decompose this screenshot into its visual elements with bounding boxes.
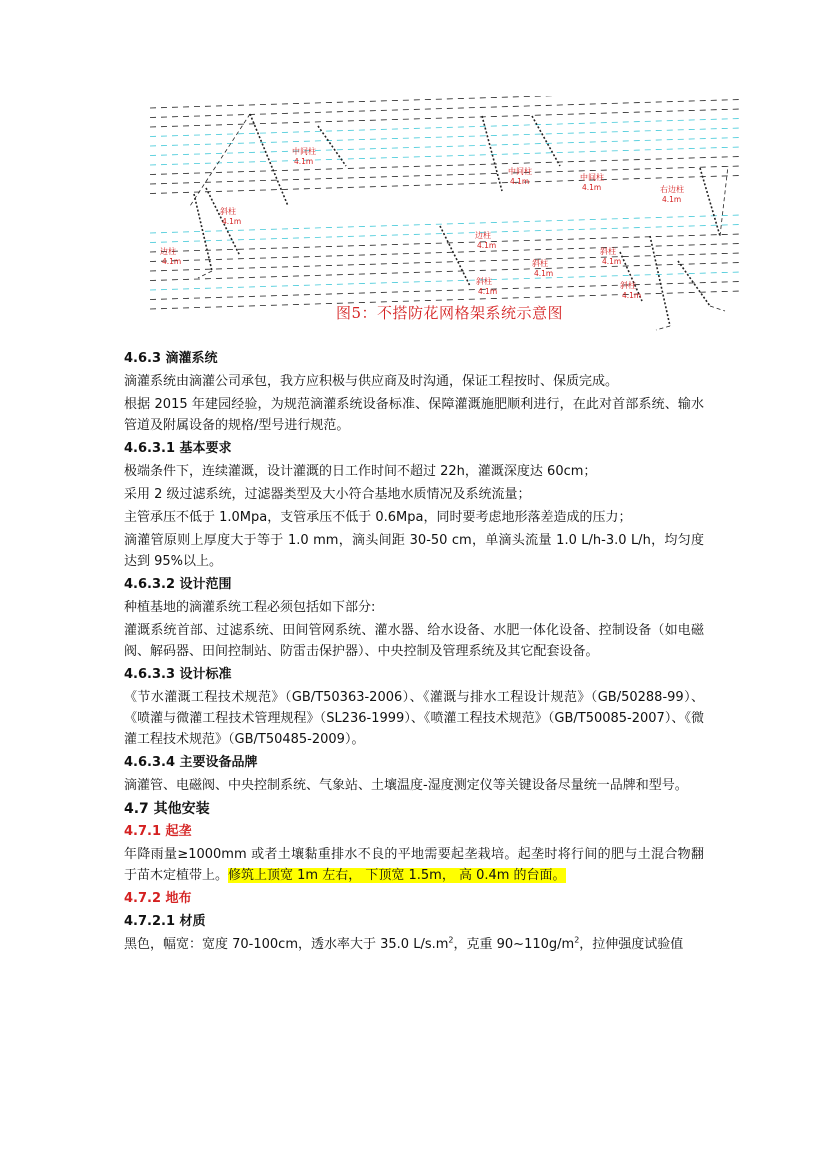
post-label-height: 4.1m bbox=[622, 291, 642, 300]
paragraph: 种植基地的滴灌系统工程必须包括如下部分: bbox=[124, 600, 376, 615]
wire-line bbox=[150, 234, 740, 252]
post-label-name: 中间柱 bbox=[292, 147, 316, 156]
brace-line bbox=[656, 326, 670, 330]
post-label-height: 4.1m bbox=[162, 257, 182, 266]
post-label-height: 4.1m bbox=[222, 217, 242, 226]
highlighted-text: 修筑上顶宽 1m 左右， 下顶宽 1.5m， 高 0.4m 的台面。 bbox=[228, 868, 566, 883]
heading-4-6-3-4: 4.6.3.4 主要设备品牌 bbox=[124, 755, 258, 770]
wire-line bbox=[150, 166, 740, 184]
superscript: 2 bbox=[448, 935, 454, 945]
wire-line bbox=[150, 147, 740, 165]
heading-4-7: 4.7 其他安装 bbox=[124, 801, 210, 817]
paragraph bbox=[124, 844, 704, 886]
post bbox=[440, 226, 470, 286]
paragraph: 滴灌管原则上厚度大于等于 1.0 mm，滴头间距 30-50 cm，单滴头流量 1.0 L/h-3.0 L/h，均匀度达到 95%以上。 bbox=[124, 533, 704, 569]
post-label-name: 斜柱 bbox=[476, 277, 492, 286]
wire-line bbox=[150, 138, 740, 156]
paragraph: 根据 2015 年建园经验，为规范滴灌系统设备标准、保障灌溉施肥顺利进行，在此对首部系统、输水管道及附属设备的规格/型号进行规范。 bbox=[124, 397, 704, 433]
post bbox=[318, 126, 346, 166]
paragraph: 《节水灌溉工程技术规范》（GB/T50363-2006）、《灌溉与排水工程设计规范》（GB/50288-99）、《喷灌与微灌工程技术管理规程》（SL236-1999）、《喷灌工程技术规范》（GB/T50085-2007）、《微灌工程技术规范》（GB/T50485-2009）。 bbox=[124, 690, 704, 747]
post bbox=[194, 194, 212, 271]
wire-line bbox=[150, 109, 740, 127]
post-label-height: 4.1m bbox=[662, 195, 682, 204]
post bbox=[532, 116, 560, 166]
heading-4-6-3: 4.6.3 滴灌系统 bbox=[124, 351, 218, 366]
post-label-name: 右边柱 bbox=[660, 185, 684, 194]
heading-4-6-3-1: 4.6.3.1 基本要求 bbox=[124, 441, 232, 456]
wire-lines bbox=[150, 96, 740, 309]
post-label-name: 边柱 bbox=[160, 247, 176, 256]
post-label-height: 4.1m bbox=[477, 241, 497, 250]
heading-4-7-1: 4.7.1 起垄 bbox=[124, 824, 192, 839]
post-label-name: 中间柱 bbox=[508, 167, 532, 176]
post-label-name: 斜柱 bbox=[220, 207, 236, 216]
heading-4-7-2-1: 4.7.2.1 材质 bbox=[124, 914, 206, 929]
paragraph-text: 黑色，幅宽：宽度 70-100cm，透水率大于 35.0 L/s.m bbox=[124, 937, 449, 952]
paragraph-text: ，拉伸强度试验值 bbox=[579, 937, 684, 952]
post bbox=[482, 116, 502, 191]
heading-4-6-3-2: 4.6.3.2 设计范围 bbox=[124, 577, 232, 592]
paragraph-text: 年降雨量≥1000mm 或者土壤黏重排水不良的平地需要起垄栽培。起垄时将行间的肥与土混合物翻于苗木定植带上。 bbox=[124, 847, 704, 883]
wire-line bbox=[150, 157, 740, 175]
post-label-name: 斜柱 bbox=[600, 247, 616, 256]
brace-line bbox=[720, 166, 728, 236]
paragraph: 极端条件下，连续灌溉，设计灌溉的日工作时间不超过 22h，灌溉深度达 60cm； bbox=[124, 464, 597, 479]
wire-line bbox=[150, 263, 740, 281]
heading-4-7-2: 4.7.2 地布 bbox=[124, 891, 192, 906]
brace-line bbox=[198, 271, 212, 278]
post-label-height: 4.1m bbox=[534, 269, 554, 278]
brace-line bbox=[710, 306, 725, 311]
superscript: 2 bbox=[574, 935, 580, 945]
brace-line bbox=[190, 114, 250, 206]
post-label-name: 斜柱 bbox=[532, 259, 548, 268]
wire-line bbox=[150, 100, 740, 118]
wire-line bbox=[150, 176, 740, 194]
post-label-height: 4.1m bbox=[602, 257, 622, 266]
paragraph: 滴灌管、电磁阀、中央控制系统、气象站、土壤温度-湿度测定仪等关键设备尽量统一品牌和型号。 bbox=[124, 778, 688, 793]
post-label-name: 边柱 bbox=[475, 231, 491, 240]
paragraph-text: ，克重 90~110g/m bbox=[453, 937, 575, 952]
post bbox=[650, 236, 670, 326]
paragraph bbox=[124, 934, 704, 955]
wire-line bbox=[150, 96, 740, 108]
post-label-height: 4.1m bbox=[294, 157, 314, 166]
wire-line bbox=[150, 128, 740, 146]
paragraph: 滴灌系统由滴灌公司承包，我方应积极与供应商及时沟通，保证工程按时、保质完成。 bbox=[124, 374, 619, 389]
wire-line bbox=[150, 253, 740, 271]
paragraph: 主管承压不低于 1.0Mpa，支管承压不低于 0.6Mpa，同时要考虑地形落差造成的压力； bbox=[124, 510, 632, 525]
post bbox=[250, 114, 288, 206]
post-label-height: 4.1m bbox=[510, 177, 530, 186]
paragraph: 灌溉系统首部、过滤系统、田间管网系统、灌水器、给水设备、水肥一体化设备、控制设备（如电磁阀、解码器、田间控制站、防雷击保护器）、中央控制及管理系统及其它配套设备。 bbox=[124, 623, 704, 659]
post-label-name: 斜柱 bbox=[620, 281, 636, 290]
figure-caption: 图5：不搭防花网格架系统示意图 bbox=[336, 304, 564, 322]
wire-line bbox=[150, 272, 740, 290]
paragraph: 采用 2 级过滤系统，过滤器类型及大小符合基地水质情况及系统流量； bbox=[124, 487, 531, 502]
post-label-height: 4.1m bbox=[582, 183, 602, 192]
wire-line bbox=[150, 282, 740, 300]
post-label-name: 中间柱 bbox=[580, 173, 604, 182]
post-label-height: 4.1m bbox=[478, 287, 498, 296]
wire-line bbox=[150, 119, 740, 137]
post-labels bbox=[160, 146, 684, 300]
heading-4-6-3-3: 4.6.3.3 设计标准 bbox=[124, 667, 232, 682]
trellis-diagram bbox=[150, 96, 740, 331]
document-body bbox=[124, 346, 704, 957]
